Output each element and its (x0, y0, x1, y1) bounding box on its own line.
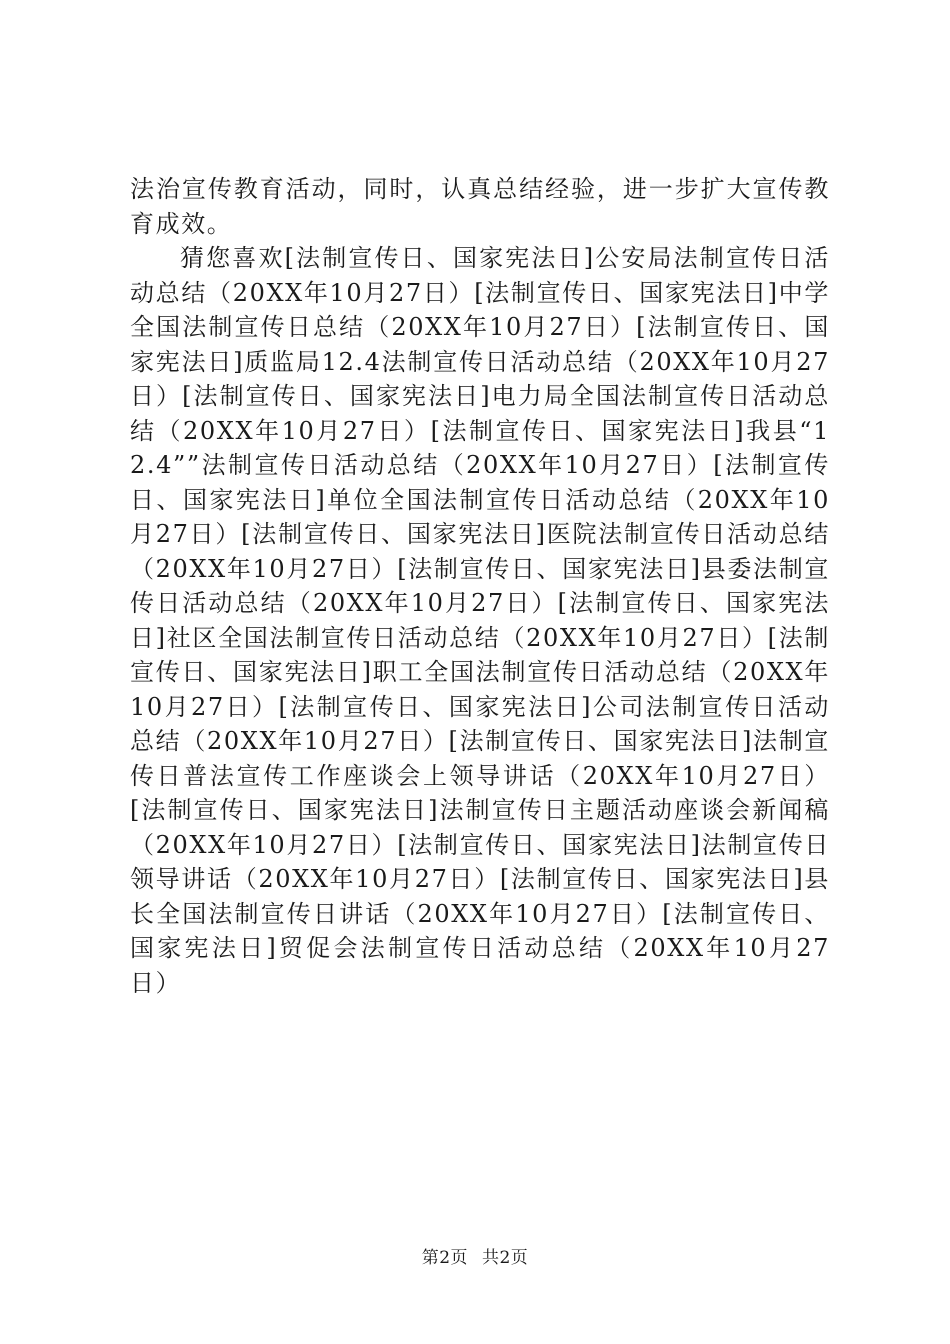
paragraph-closing: 法治宣传教育活动，同时，认真总结经验，进一步扩大宣传教育成效。 (130, 175, 830, 238)
paragraph-related-articles: 猜您喜欢[法制宣传日、国家宪法日]公安局法制宣传日活动总结（20XX年10月27日）[法制宣传日、国家宪法日]中学全国法制宣传日总结（20XX年10月27日）[法制宣传日、国家宪法日]质监局12.4法制宣传日活动总结（20XX年10月27日）[法制宣传日、国家宪法日]电力局全国法制宣传日活动总结（20XX年10月27日）[法制宣传日、国家宪法日]我县“12.4””法制宣传日活动总结（20XX年10月27日）[法制宣传日、国家宪法日]单位全国法制宣传日活动总结（20XX年10月27日）[法制宣传日、国家宪法日]医院法制宣传日活动总结（20XX年10月27日）[法制宣传日、国家宪法日]县委法制宣传日活动总结（20XX年10月27日）[法制宣传日、国家宪法日]社区全国法制宣传日活动总结（20XX年10月27日）[法制宣传日、国家宪法日]职工全国法制宣传日活动总结（20XX年10月27日）[法制宣传日、国家宪法日]公司法制宣传日活动总结（20XX年10月27日）[法制宣传日、国家宪法日]法制宣传日普法宣传工作座谈会上领导讲话（20XX年10月27日）[法制宣传日、国家宪法日]法制宣传日主题活动座谈会新闻稿（20XX年10月27日）[法制宣传日、国家宪法日]法制宣传日领导讲话（20XX年10月27日）[法制宣传日、国家宪法日]县长全国法制宣传日讲话（20XX年10月27日）[法制宣传日、国家宪法日]贸促会法制宣传日活动总结（20XX年10月27日） (130, 244, 830, 997)
page-number: 第2页 (421, 1248, 469, 1268)
document-body (130, 172, 830, 1000)
page-footer (0, 1243, 950, 1268)
page-total: 共2页 (481, 1248, 529, 1268)
